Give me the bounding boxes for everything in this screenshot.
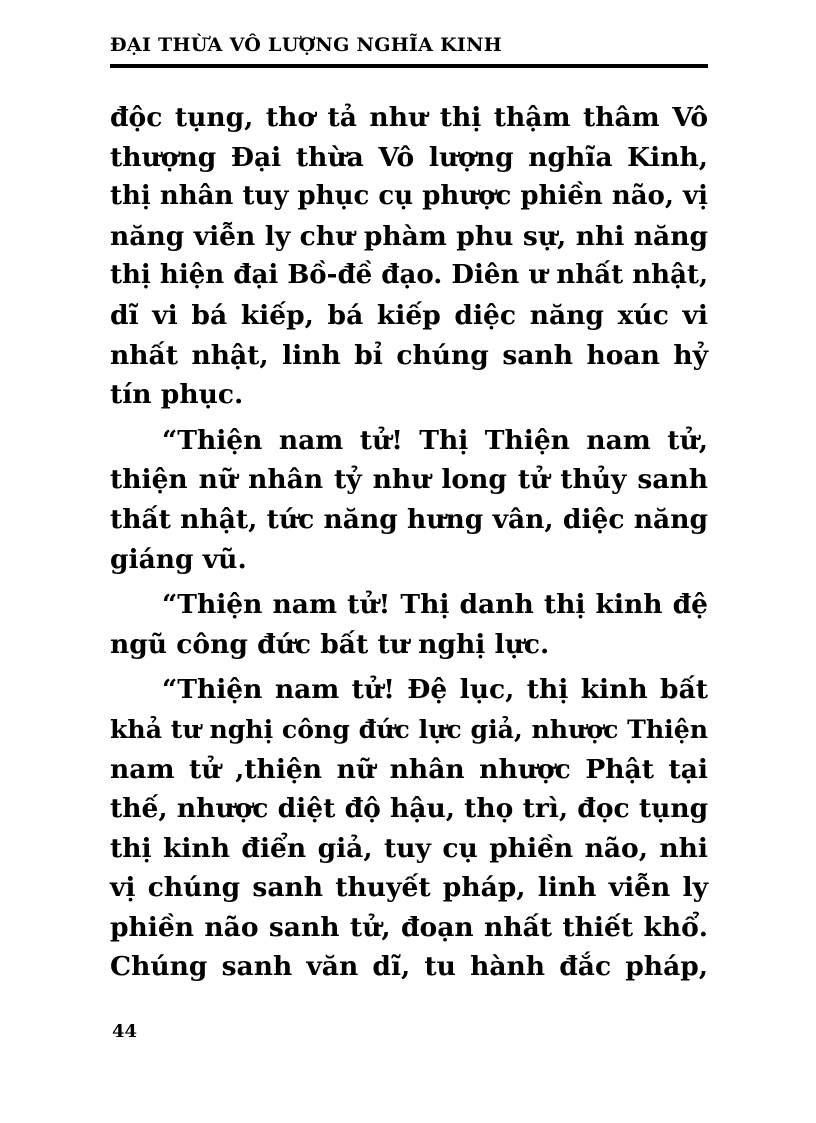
page-number: 44 [112,1021,138,1042]
text-line: thị hiện đại Bồ-đề đạo. Diên ư nhất nhật, [110,260,708,291]
text-line: dĩ vi bá kiếp, bá kiếp diệc năng xúc vi [110,299,708,331]
text-line: “Thiện nam tử! Đệ lục, thị kinh bất [162,674,708,706]
text-line: phiền não sanh tử, đoạn nhất thiết khổ. [110,911,708,943]
text-line: giáng vũ. [110,543,247,575]
body-text [110,98,708,987]
text-line: ngũ công đức bất tư nghị lực. [110,628,550,660]
text-line: Chúng sanh văn dĩ, tu hành đắc pháp, [110,951,708,983]
text-line: thất nhật, tức năng hưng vân, diệc năng [110,503,708,535]
text-line: vị chúng sanh thuyết pháp, linh viễn ly [110,872,708,904]
text-line: khả tư nghị công đức lực giả, nhược Thiện [110,713,708,744]
text-line: “Thiện nam tử! Thị Thiện nam tử, [162,424,708,456]
text-line: độc tụng, thơ tả như thị thậm thâm Vô [110,102,708,133]
text-line: “Thiện nam tử! Thị danh thị kinh đệ [162,589,708,621]
header-rule [110,64,708,68]
paragraph [110,98,708,415]
paragraph [110,421,708,579]
paragraph [110,585,708,664]
text-line: năng viễn ly chư phàm phu sự, nhi năng [110,220,708,252]
text-line: thị kinh điển giả, tuy cụ phiền não, nhi [110,832,708,864]
text-line: thế, nhược diệt độ hậu, thọ trì, đọc tụng [110,793,709,825]
running-header: ĐẠI THỪA VÔ LƯỢNG NGHĨA KINH [110,34,503,56]
text-line: thiện nữ nhân tỷ như long tử thủy sanh [110,464,708,496]
text-line: nhất nhật, linh bỉ chúng sanh hoan hỷ [110,339,708,371]
text-line: nam tử ,thiện nữ nhân nhược Phật tại [110,753,708,785]
paragraph [110,670,708,987]
text-line: thị nhân tuy phục cụ phược phiền não, vị [110,181,708,212]
text-line: tín phục. [110,379,244,411]
text-line: thượng Đại thừa Vô lượng nghĩa Kinh, [110,141,708,173]
